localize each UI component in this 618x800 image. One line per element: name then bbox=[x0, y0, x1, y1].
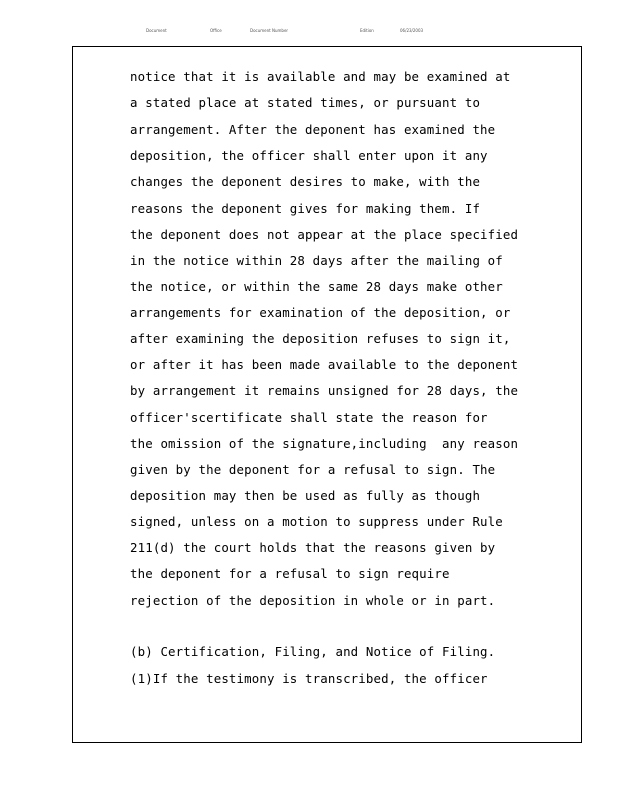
section-heading: (b) Certification, Filing, and Notice of Filing. bbox=[130, 644, 496, 659]
text-line: the deponent does not appear at the place specified bbox=[130, 227, 519, 242]
running-header bbox=[0, 28, 618, 38]
text-line: deposition, the officer shall enter upon it any bbox=[130, 148, 488, 163]
text-line: by arrangement it remains unsigned for 28 days, the bbox=[130, 383, 519, 398]
text-line: notice that it is available and may be examined at bbox=[130, 69, 511, 84]
header-field: Document bbox=[146, 28, 167, 33]
text-line: the deponent for a refusal to sign require bbox=[130, 566, 450, 581]
text-line: signed, unless on a motion to suppress under Rule bbox=[130, 514, 503, 529]
header-field: Office bbox=[210, 28, 222, 33]
header-field: Document Number bbox=[250, 28, 289, 33]
text-line: after examining the deposition refuses to sign it, bbox=[130, 331, 511, 346]
text-line: the omission of the signature,including any reason bbox=[130, 436, 519, 451]
text-line: the notice, or within the same 28 days make other bbox=[130, 279, 503, 294]
text-line: 211(d) the court holds that the reasons given by bbox=[130, 540, 496, 555]
text-line: officer'scertificate shall state the reason for bbox=[130, 410, 488, 425]
text-line: given by the deponent for a refusal to sign. The bbox=[130, 462, 496, 477]
text-line: or after it has been made available to the deponent bbox=[130, 357, 519, 372]
text-line: arrangements for examination of the deposition, or bbox=[130, 305, 511, 320]
header-field: 06/23/2003 bbox=[400, 28, 424, 33]
header-field: Edition bbox=[360, 28, 374, 33]
text-line: in the notice within 28 days after the mailing of bbox=[130, 253, 503, 268]
text-line: arrangement. After the deponent has examined the bbox=[130, 122, 496, 137]
text-line: changes the deponent desires to make, with the bbox=[130, 174, 481, 189]
text-line: (1)If the testimony is transcribed, the officer bbox=[130, 671, 488, 686]
text-line: reasons the deponent gives for making them. If bbox=[130, 201, 481, 216]
text-line: a stated place at stated times, or pursuant to bbox=[130, 95, 481, 110]
text-line: deposition may then be used as fully as though bbox=[130, 488, 481, 503]
text-line: rejection of the deposition in whole or in part. bbox=[130, 593, 496, 608]
